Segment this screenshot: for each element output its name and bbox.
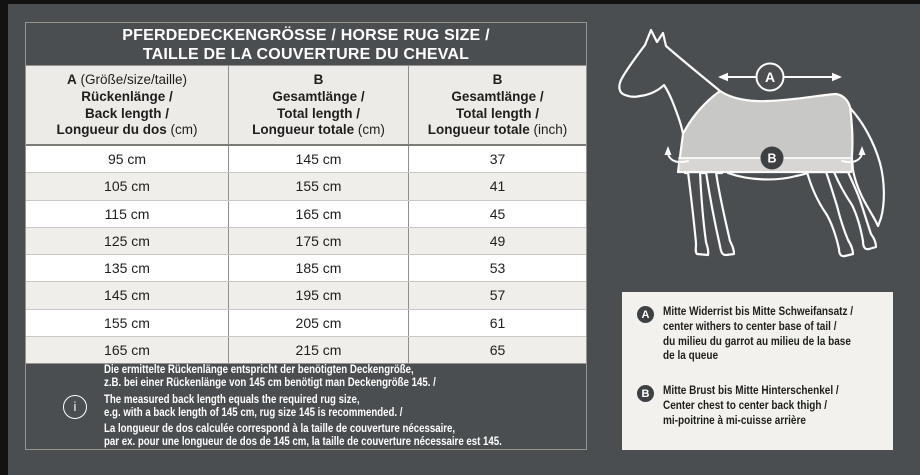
note-line: e.g. with a back length of 145 cm, rug size 145 is recommended. / xyxy=(104,406,403,419)
legend-line: center withers to center base of tail / xyxy=(663,320,837,333)
table-cell: 65 xyxy=(408,337,586,363)
table-title xyxy=(26,23,586,66)
horse-front-leg-far xyxy=(706,172,734,255)
note-group xyxy=(104,423,578,449)
table-cell: 125 cm xyxy=(104,232,150,249)
legend-marker-b-icon: B xyxy=(637,385,654,402)
table-cell: 165 cm xyxy=(228,201,408,227)
table-title-line1: PFERDEDECKENGRÖSSE / HORSE RUG SIZE / xyxy=(122,27,490,44)
measure-a-label: A xyxy=(764,69,776,85)
column-header-3: B Gesamtlänge / Total length / Longueur totale (inch) xyxy=(408,66,586,144)
column-header-1: A (Größe/size/taille) Rückenlänge / Back length / Longueur du dos (cm) xyxy=(56,72,198,138)
table-cell: 205 cm xyxy=(228,310,408,336)
legend-line: Mitte Widerrist bis Mitte Schweifansatz / xyxy=(663,306,854,318)
legend-marker-a-icon: A xyxy=(637,306,654,323)
note-line: z.B. bei einer Rückenlänge von 145 cm benötigt man Deckengröße 145. / xyxy=(104,376,436,389)
table-cell: 61 xyxy=(408,310,586,336)
table-row xyxy=(26,227,586,254)
legend-item-b xyxy=(637,384,883,428)
table-cell: 53 xyxy=(408,255,586,281)
legend-line: mi-poitrine à mi-cuisse arrière xyxy=(663,414,806,427)
horse-diagram xyxy=(600,0,920,290)
table-cell: 145 cm xyxy=(104,287,150,304)
table-row xyxy=(26,200,586,227)
horse-belly-line xyxy=(728,173,808,179)
table-row xyxy=(26,336,586,363)
note-line: Die ermittelte Rückenlänge entspricht der benötigten Deckengröße, xyxy=(104,364,414,377)
table-cell: 41 xyxy=(408,173,586,199)
table-cell: 95 cm xyxy=(107,151,147,168)
measure-b-label: B xyxy=(767,151,777,166)
table-note xyxy=(26,363,586,449)
legend-line: de la queue xyxy=(663,350,719,363)
table-cell: 45 xyxy=(408,201,586,227)
table-cell: 155 cm xyxy=(228,173,408,199)
table-row xyxy=(26,309,586,336)
table-row xyxy=(26,172,586,199)
table-title-line2: TAILLE DE LA COUVERTURE DU CHEVAL xyxy=(142,46,470,63)
size-table xyxy=(25,22,587,450)
legend-item-a xyxy=(637,305,883,364)
measure-a-right-arrowhead-icon xyxy=(832,73,842,81)
table-cell: 185 cm xyxy=(228,255,408,281)
legend-line: Mitte Brust bis Mitte Hinterschenkel / xyxy=(663,385,839,398)
note-line: par ex. pour une longueur de dos de 145 cm, la taille de couverture nécessaire est 145. xyxy=(104,436,502,449)
table-cell: 135 cm xyxy=(104,260,150,277)
table-cell: 165 cm xyxy=(104,341,150,358)
note-group xyxy=(104,394,578,420)
table-cell: 175 cm xyxy=(228,228,408,254)
table-cell: 195 cm xyxy=(228,282,408,308)
table-cell: 115 cm xyxy=(104,205,150,222)
left-edge-strip xyxy=(0,0,8,475)
table-body xyxy=(26,146,586,363)
table-cell: 145 cm xyxy=(228,146,408,172)
info-icon: i xyxy=(63,395,87,419)
measure-a-left-arrowhead-icon xyxy=(718,73,728,81)
horse-front-leg-near xyxy=(688,172,708,255)
table-cell: 57 xyxy=(408,282,586,308)
table-row xyxy=(26,254,586,281)
table-cell: 37 xyxy=(408,146,586,172)
table-cell: 49 xyxy=(408,228,586,254)
table-header-row xyxy=(26,66,586,146)
note-group xyxy=(104,364,578,390)
note-text xyxy=(104,364,578,449)
measure-b-left-arrowhead-icon xyxy=(665,146,672,155)
legend-line: du milieu du garrot au milieu de la base xyxy=(663,335,851,348)
table-cell: 155 cm xyxy=(104,314,150,331)
column-header-2: B Gesamtlänge / Total length / Longueur totale (cm) xyxy=(228,66,408,144)
note-line: The measured back length equals the required rug size, xyxy=(104,393,360,406)
table-row xyxy=(26,146,586,172)
legend-box xyxy=(622,292,893,450)
legend-line: Center chest to center back thigh / xyxy=(663,399,828,412)
table-cell: 215 cm xyxy=(228,337,408,363)
note-line: La longueur de dos calculée correspond à la taille de couverture nécessaire, xyxy=(104,423,456,436)
table-cell: 105 cm xyxy=(104,178,150,195)
table-row xyxy=(26,281,586,308)
